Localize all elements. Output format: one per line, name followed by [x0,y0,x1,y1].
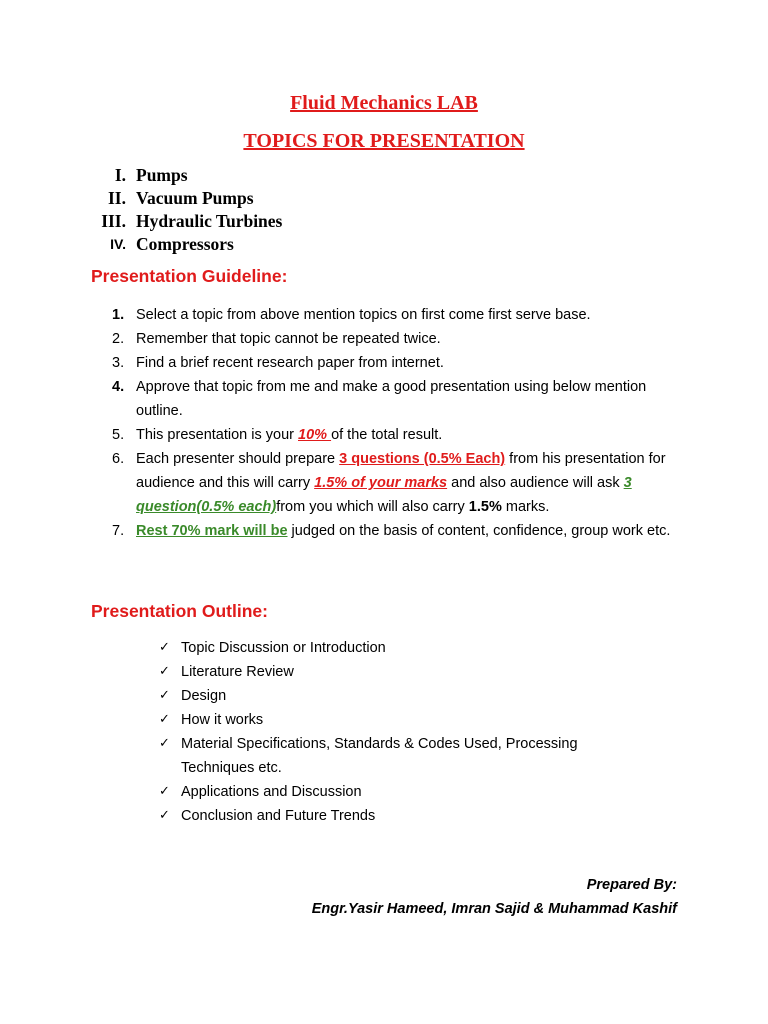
checkmark-icon: ✓ [159,688,170,703]
topic-number: I. [114,165,126,185]
outline-item [0,636,768,660]
authors: Engr.Yasir Hameed, Imran Sajid & Muhammad Kashif [311,901,677,917]
topic-item [0,187,768,210]
outline-item [0,708,768,732]
topic-item [0,164,768,187]
outline-item [0,780,768,804]
guideline-item [0,423,768,447]
guideline-text: Remember that topic cannot be repeated twice. [136,331,441,347]
guideline-text: marks. [501,499,550,515]
highlight-questions: 3 questions (0.5% Each) [339,451,506,467]
checkmark-icon: ✓ [159,808,170,823]
topic-text: Pumps [136,165,188,185]
guideline-number: 2. [112,331,125,347]
guideline-item [0,375,768,423]
guideline-item [0,519,768,543]
guideline-number: 5. [112,427,125,443]
outline-text: Material Specifications, Standards & Codes Used, Processing Techniques etc. [181,736,578,776]
topic-item [0,210,768,233]
checkmark-icon: ✓ [159,784,170,799]
outline-text: Conclusion and Future Trends [181,808,376,824]
guideline-text: of the total result. [331,427,443,443]
highlight-percentage: 10% [298,427,332,443]
checkmark-icon: ✓ [159,712,170,727]
guideline-text: and also audience will ask [447,475,624,491]
outline-heading: Presentation Outline: [91,601,268,621]
topic-text: Compressors [136,234,234,254]
outline-text: Design [181,688,227,704]
guideline-number: 7. [112,523,125,539]
highlight-audience-questions: 3 question(0.5% each) [136,475,632,515]
document-title: Fluid Mechanics LAB [290,92,478,114]
topic-number: III. [101,211,126,231]
highlight-marks: 1.5% of your marks [314,475,448,491]
guideline-item [0,303,768,327]
guideline-text: from his presentation for audience and this will carry [136,451,666,491]
guideline-item [0,327,768,351]
document-subtitle: TOPICS FOR PRESENTATION [243,130,525,152]
guideline-text: Find a brief recent research paper from internet. [136,355,444,371]
topics-list [0,164,768,256]
guideline-text: judged on the basis of content, confidence, group work etc. [287,523,671,539]
guideline-item [0,447,768,519]
guideline-text: Approve that topic from me and make a good presentation using below mention outline. [136,379,647,419]
outline-item [0,660,768,684]
guideline-heading: Presentation Guideline: [91,266,288,286]
outline-text: How it works [181,712,264,728]
topic-text: Vacuum Pumps [136,188,254,208]
guideline-number: 6. [112,451,125,467]
highlight-rest-marks: Rest 70% mark will be [136,523,288,539]
outline-list [0,636,768,828]
topic-text: Hydraulic Turbines [136,211,283,231]
checkmark-icon: ✓ [159,664,170,679]
outline-text: Topic Discussion or Introduction [181,640,386,656]
guideline-number: 1. [112,307,125,323]
topic-number: IV. [110,236,126,252]
prepared-by-label: Prepared By: [586,877,677,893]
outline-text: Literature Review [181,664,294,680]
outline-text: Applications and Discussion [181,784,362,800]
highlight-audience-marks: 1.5% [468,499,502,515]
guideline-text: This presentation is your [136,427,298,443]
guideline-text: Each presenter should prepare [136,451,340,467]
guideline-number: 3. [112,355,125,371]
guideline-list [0,303,768,543]
guideline-number: 4. [112,379,125,395]
checkmark-icon: ✓ [159,736,170,751]
outline-item [0,684,768,708]
guideline-item [0,351,768,375]
guideline-text: Select a topic from above mention topics on first come first serve base. [136,307,591,323]
guideline-text: from you which will also carry [276,499,469,515]
topic-item [0,233,768,256]
topic-number: II. [108,188,126,208]
outline-item [0,732,768,780]
checkmark-icon: ✓ [159,640,170,655]
outline-item [0,804,768,828]
